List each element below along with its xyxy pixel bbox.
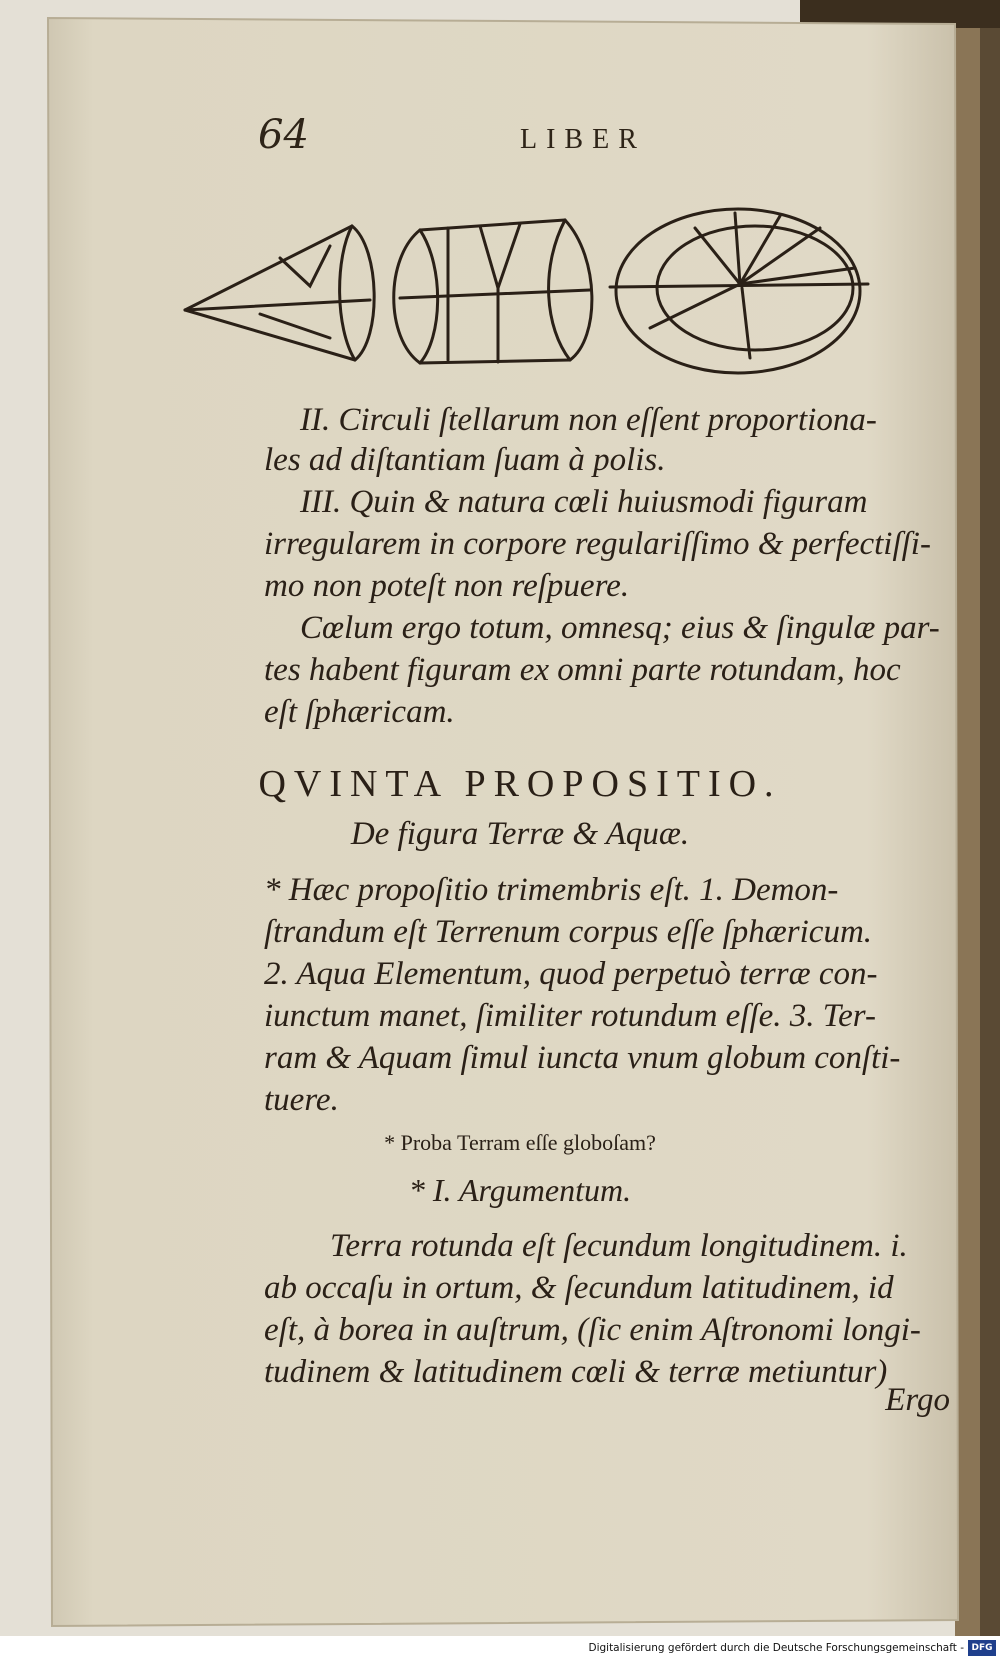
text-line: tudinem & latitudinem cœli & terræ metiuntur) [264,1354,888,1390]
section-subheading: De figura Terræ & Aquæ. [350,816,690,852]
text-line: irregularem in corpore regulariſſimo & perfectiſſi- [264,526,931,562]
text-line: ab occaſu in ortum, & ſecundum latitudinem, id [264,1270,894,1306]
text-line: ram & Aquam ſimul iuncta vnum globum conſti- [264,1040,901,1076]
digitization-footer [0,1636,1000,1662]
text-line: tes habent figuram ex omni parte rotundam, hoc [264,652,901,688]
text-line: 2. Aqua Elementum, quod perpetuò terræ con- [264,956,878,992]
text-line: II. Circuli ſtellarum non eſſent proportiona- [300,402,877,438]
text-line: * Hæc propoſitio trimembris eſt. 1. Demon- [264,872,839,908]
text-line: eſt ſphæricam. [264,694,455,730]
text-line: III. Quin & natura cœli huiusmodi figuram [300,484,868,520]
text-line: Cœlum ergo totum, omnesq; eius & ſingulæ par- [300,610,940,646]
ellipse-figure [610,209,868,373]
marginal-question: * Proba Terram eſſe globoſam? [384,1130,656,1155]
funding-credit: Digitalisierung gefördert durch die Deutsche Forschungsgemeinschaft - [588,1642,964,1654]
cone-figure [185,226,374,360]
woodcut-figures [180,188,920,388]
text-line: eſt, à borea in auſtrum, (ſic enim Aſtronomi longi- [264,1312,921,1348]
text-line: iunctum manet, ſimiliter rotundum eſſe. 3. Ter- [264,998,876,1034]
section-heading: QVINTA PROPOSITIO. [258,763,782,805]
page-number: 64 [258,112,309,158]
text-line: mo non poteſt non reſpuere. [264,568,630,604]
argument-heading: * I. Argumentum. [408,1172,632,1208]
text-line: Terra rotunda eſt ſecundum longitudinem. i. [330,1228,908,1264]
cylinder-figure [394,220,592,363]
text-line: tuere. [264,1082,339,1118]
text-line: ſtrandum eſt Terrenum corpus eſſe ſphæricum. [264,914,873,950]
dfg-logo: DFG [968,1640,996,1656]
catchword: Ergo [885,1382,950,1418]
running-title: LIBER [520,124,646,155]
text-line: les ad diſtantiam ſuam à polis. [264,442,666,478]
